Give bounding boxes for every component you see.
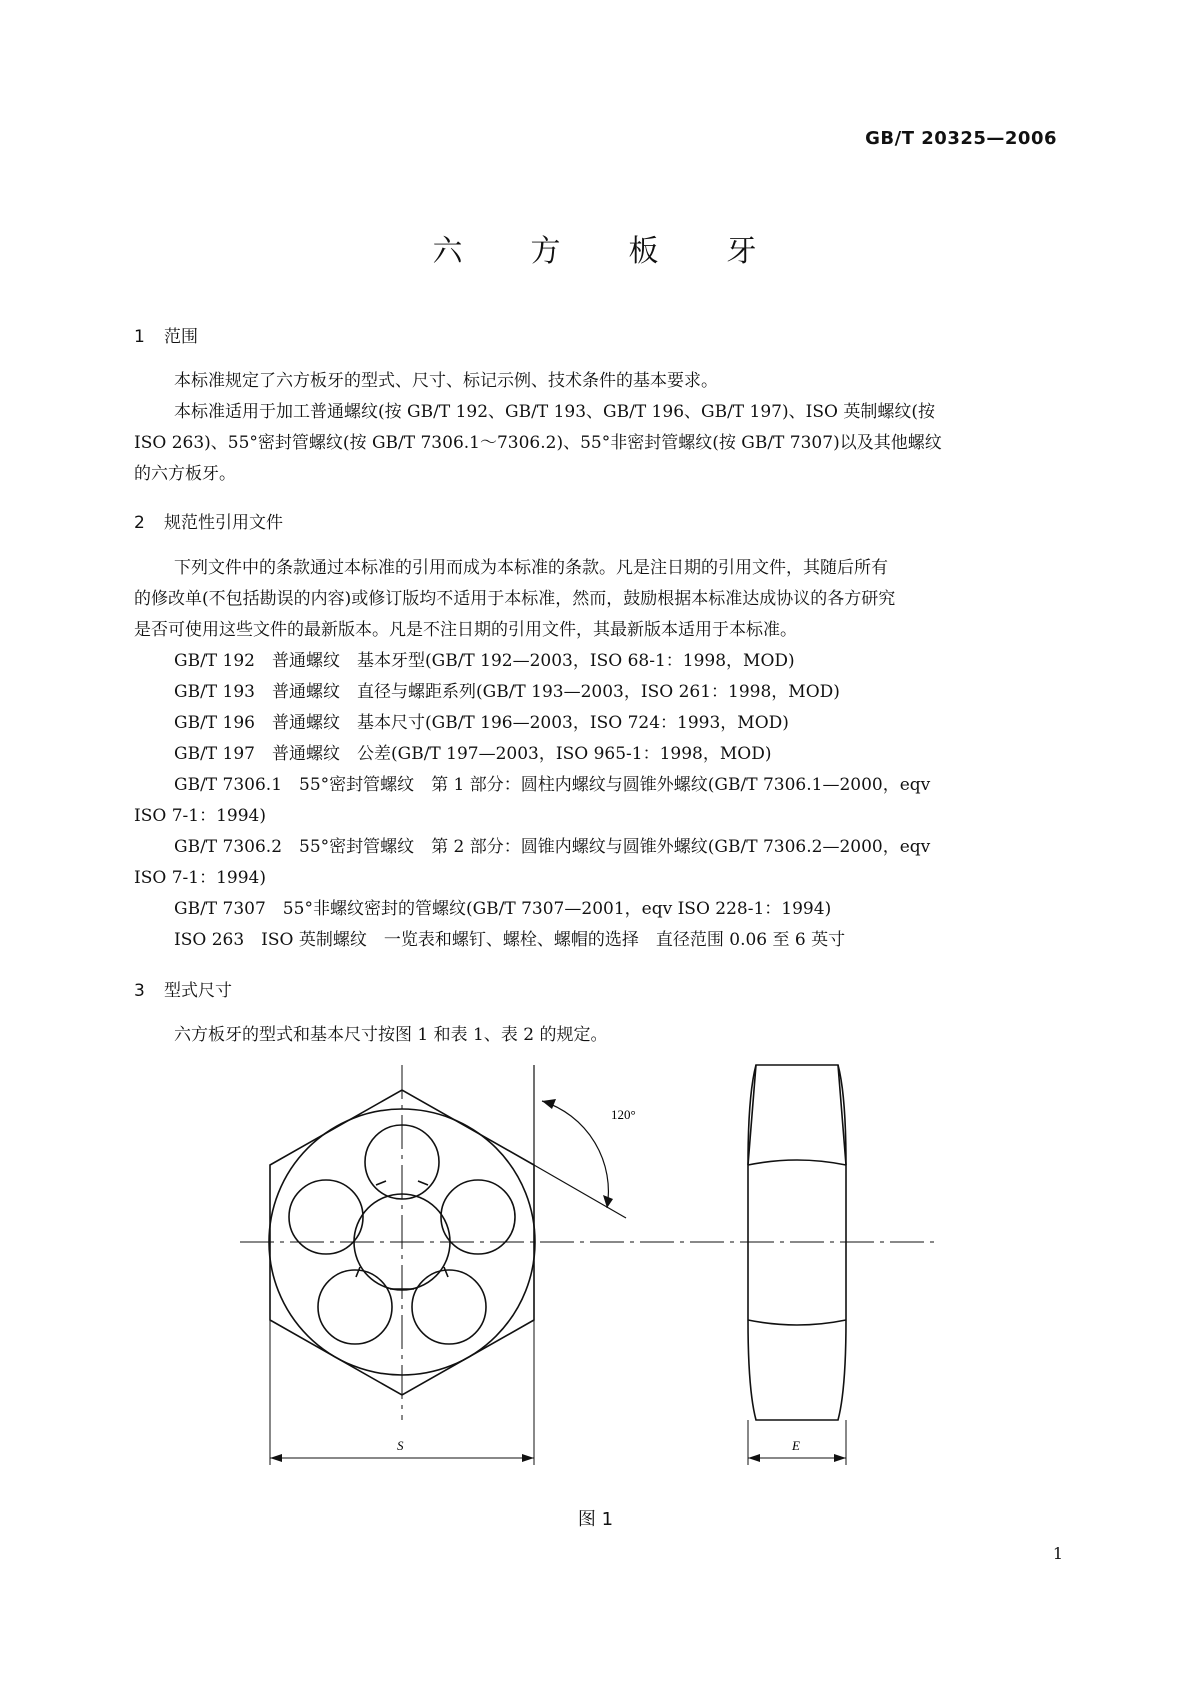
- text-line: 六方板牙的型式和基本尺寸按图 1 和表 1、表 2 的规定。: [174, 1025, 608, 1045]
- section-title: 型式尺寸: [164, 981, 232, 1001]
- figure-caption: 图 1: [577, 1509, 614, 1530]
- section-title: 范围: [164, 327, 198, 347]
- section-number: 1: [134, 327, 145, 347]
- text-line: 下列文件中的条款通过本标准的引用而成为本标准的条款。凡是注日期的引用文件，其随后所有: [174, 558, 888, 578]
- reference-item: GB/T 192 普通螺纹 基本牙型(GB/T 192—2003，ISO 68-1：1998，MOD): [174, 651, 795, 671]
- text-line: ISO 263)、55°密封管螺纹(按 GB/T 7306.1～7306.2)、55°非密封管螺纹(按 GB/T 7307)以及其他螺纹: [134, 433, 942, 453]
- text-line: 的修改单(不包括勘误的内容)或修订版均不适用于本标准，然而，鼓励根据本标准达成协议的各方研究: [134, 589, 896, 609]
- section-number: 3: [134, 981, 145, 1001]
- standard-code: GB/T 20325—2006: [865, 128, 1057, 149]
- title-char: 板: [628, 234, 661, 269]
- hex-die-drawing: [0, 1045, 1191, 1495]
- section-heading-scope: [134, 322, 198, 347]
- angle-label: 120°: [611, 1107, 636, 1122]
- section-number: 2: [134, 513, 145, 533]
- angle-arc: [542, 1101, 608, 1208]
- dim-label-e: E: [792, 1438, 800, 1453]
- title-char: 六: [432, 234, 465, 269]
- document-title: [0, 226, 1191, 270]
- reference-item: GB/T 7307 55°非螺纹密封的管螺纹(GB/T 7307—2001，eqv ISO 228-1：1994): [174, 899, 832, 919]
- reference-item-cont: ISO 7-1：1994): [134, 868, 266, 888]
- text-line: 本标准规定了六方板牙的型式、尺寸、标记示例、技术条件的基本要求。: [174, 371, 718, 391]
- reference-item: ISO 263 ISO 英制螺纹 一览表和螺钉、螺栓、螺帽的选择 直径范围 0.06 至 6 英寸: [174, 930, 846, 950]
- reference-item: GB/T 7306.2 55°密封管螺纹 第 2 部分：圆锥内螺纹与圆锥外螺纹(GB/T 7306.2—2000，eqv: [174, 837, 931, 857]
- text-line: 是否可使用这些文件的最新版本。凡是不注日期的引用文件，其最新版本适用于本标准。: [134, 620, 797, 640]
- title-char: 方: [530, 234, 563, 269]
- reference-item: GB/T 193 普通螺纹 直径与螺距系列(GB/T 193—2003，ISO 261：1998，MOD): [174, 682, 840, 702]
- reference-item-cont: ISO 7-1：1994): [134, 806, 266, 826]
- page-number: 1: [1052, 1544, 1063, 1563]
- scope-paragraph: [134, 366, 1064, 490]
- section-title: 规范性引用文件: [164, 513, 283, 533]
- reference-item: GB/T 7306.1 55°密封管螺纹 第 1 部分：圆柱内螺纹与圆锥外螺纹(GB/T 7306.1—2000，eqv: [174, 775, 931, 795]
- section-heading-dimensions: [134, 976, 232, 1001]
- section-heading-references: [134, 508, 283, 533]
- reference-item: GB/T 197 普通螺纹 公差(GB/T 197—2003，ISO 965-1：1998，MOD): [174, 744, 772, 764]
- text-line: 的六方板牙。: [134, 464, 236, 484]
- title-char: 牙: [726, 234, 759, 269]
- text-line: 本标准适用于加工普通螺纹(按 GB/T 192、GB/T 193、GB/T 196、GB/T 197)、ISO 英制螺纹(按: [174, 402, 935, 422]
- dim-label-s: S: [397, 1438, 404, 1453]
- references-paragraph: [134, 553, 1064, 956]
- reference-item: GB/T 196 普通螺纹 基本尺寸(GB/T 196—2003，ISO 724：1993，MOD): [174, 713, 789, 733]
